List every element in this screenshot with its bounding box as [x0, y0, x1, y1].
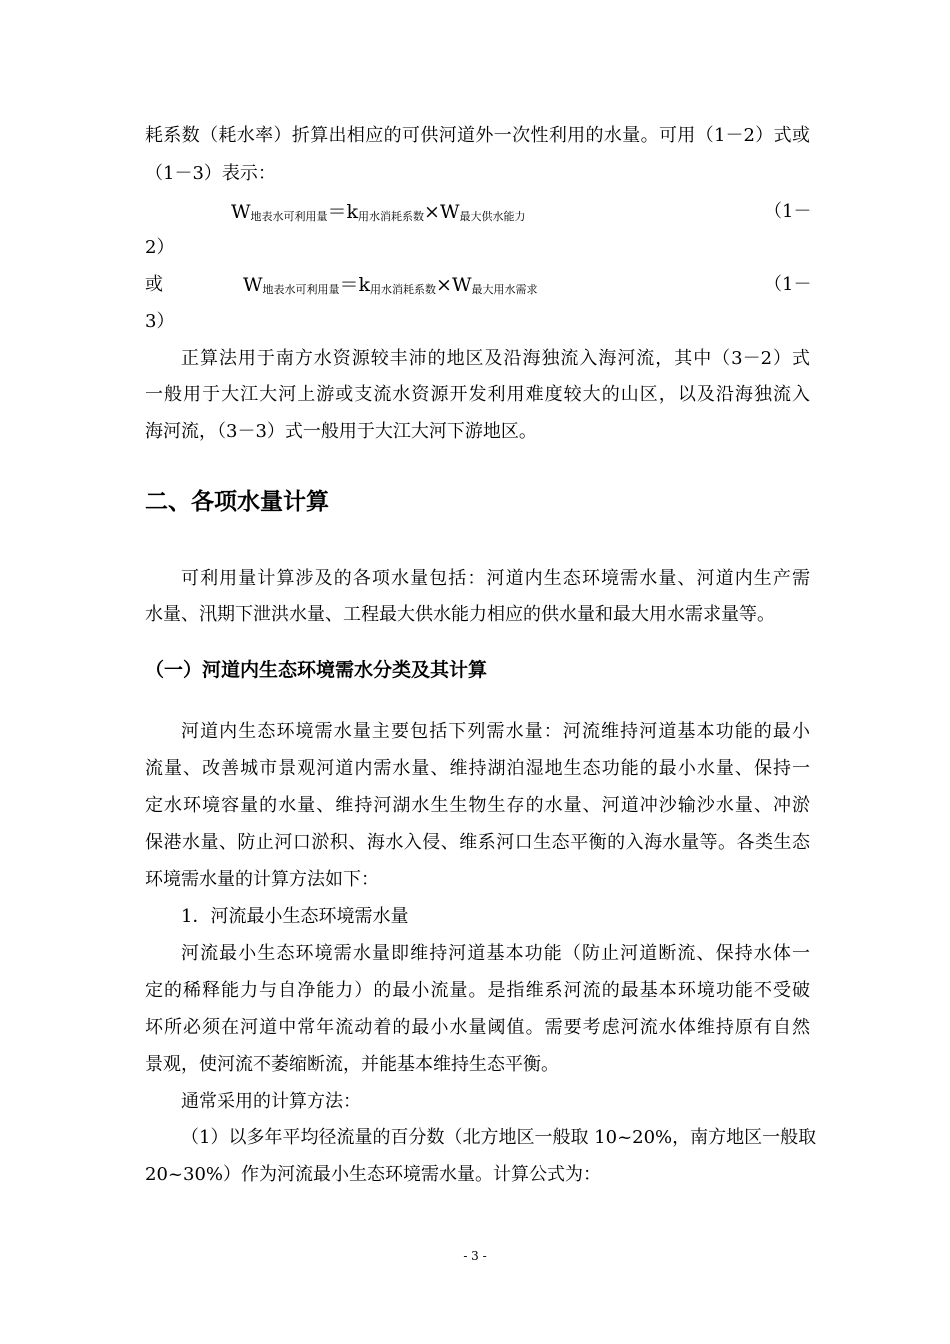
- or-label: 或: [145, 274, 163, 295]
- paragraph-line: 通常采用的计算方法：: [181, 1091, 361, 1112]
- formula-1-2: W地表水可利用量＝k用水消耗系数×W最大供水能力: [231, 201, 526, 223]
- paragraph-line: 一般用于大江大河上游或支流水资源开发利用难度较大的山区，以及沿海独流入: [145, 384, 810, 405]
- equation-number: （1－: [764, 201, 812, 222]
- paragraph-line: 可利用量计算涉及的各项水量包括：河道内生态环境需水量、河道内生产需: [181, 568, 810, 589]
- paragraph-line: 定水环境容量的水量、维持河湖水生生物生存的水量、河道冲沙输沙水量、冲淤: [145, 795, 810, 816]
- paragraph-line: 正算法用于南方水资源较丰沛的地区及沿海独流入海河流，其中（3－2）式: [181, 348, 810, 369]
- page-number: - 3 -: [463, 1249, 487, 1263]
- paragraph-line: （1）以多年平均径流量的百分数（北方地区一般取 10~20%，南方地区一般取: [181, 1127, 817, 1148]
- equation-number: （1－: [764, 274, 812, 295]
- paragraph-line: 景观，使河流不萎缩断流，并能基本维持生态平衡。: [145, 1054, 559, 1075]
- paragraph-line: 水量、汛期下泄洪水量、工程最大供水能力相应的供水量和最大用水需求量等。: [145, 604, 775, 625]
- equation-number-wrap: 2）: [145, 237, 175, 258]
- paragraph-line: 海河流，（3－3）式一般用于大江大河下游地区。: [145, 421, 537, 442]
- item-title: 1．河流最小生态环境需水量: [181, 906, 409, 927]
- equation-number-wrap: 3）: [145, 311, 175, 332]
- text-line: 耗系数（耗水率）折算出相应的可供河道外一次性利用的水量。可用（1－2）式或: [145, 125, 810, 146]
- paragraph-line: 20~30%）作为河流最小生态环境需水量。计算公式为：: [145, 1164, 601, 1185]
- paragraph-line: 河道内生态环境需水量主要包括下列需水量：河流维持河道基本功能的最小: [181, 721, 810, 742]
- section-heading: 二、各项水量计算: [145, 489, 329, 515]
- paragraph-line: 流量、改善城市景观河道内需水量、维持湖泊湿地生态功能的最小水量、保持一: [145, 758, 810, 779]
- paragraph-line: 环境需水量的计算方法如下：: [145, 869, 379, 890]
- paragraph-line: 坏所必须在河道中常年流动着的最小水量阈值。需要考虑河流水体维持原有自然: [145, 1017, 810, 1038]
- text-line: （1－3）表示：: [145, 163, 276, 184]
- paragraph-line: 保港水量、防止河口淤积、海水入侵、维系河口生态平衡的入海水量等。各类生态: [145, 832, 810, 853]
- paragraph-line: 河流最小生态环境需水量即维持河道基本功能（防止河道断流、保持水体一: [181, 943, 810, 964]
- formula-1-3: W地表水可利用量＝k用水消耗系数×W最大用水需求: [243, 274, 538, 296]
- subsection-heading: （一）河道内生态环境需水分类及其计算: [145, 659, 488, 681]
- paragraph-line: 定的稀释能力与自净能力）的最小流量。是指维系河流的最基本环境功能不受破: [145, 980, 810, 1001]
